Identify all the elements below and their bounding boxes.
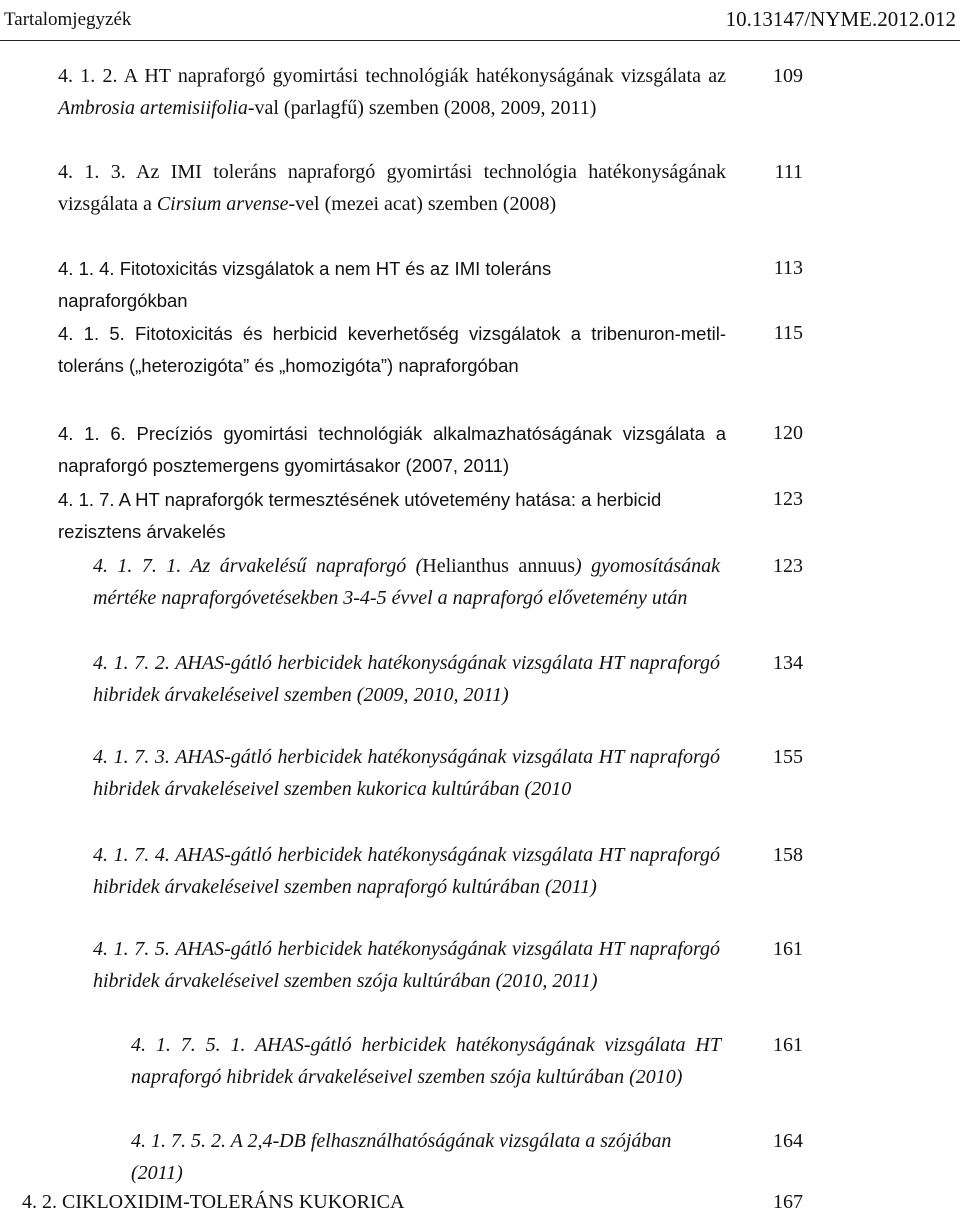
- toc-entry-text: 4. 1. 7. 4. AHAS-gátló herbicidek hatékonyságának vizsgálata HT napraforgó hibridek árvakeléseivel szemben napraforgó kultúrában (2011): [93, 844, 720, 898]
- toc-entry[interactable]: [58, 61, 803, 156]
- toc-entry[interactable]: [93, 840, 803, 935]
- toc-entry[interactable]: [22, 1190, 803, 1215]
- toc-entry[interactable]: [58, 318, 803, 413]
- toc-entry-page: 155: [773, 746, 803, 768]
- toc-entry[interactable]: [58, 418, 803, 481]
- toc-entry-page: 113: [773, 257, 803, 279]
- toc-entry[interactable]: [93, 551, 803, 646]
- toc-entry-text: 4. 1. 6. Precíziós gyomirtási technológiák alkalmazhatóságának vizsgálata a napraforgó posztemergens gyomirtásakor (2007, 2011): [58, 423, 726, 476]
- page-header: [0, 0, 960, 42]
- toc-entry-text: 4. 1. 4. Fitotoxicitás vizsgálatok a nem HT és az IMI toleráns napraforgókban: [58, 258, 552, 311]
- header-divider: [0, 40, 960, 41]
- toc-entry-page: 134: [773, 652, 803, 674]
- toc-entry-text: 4. 1. 7. A HT napraforgók termesztésének utóvetemény hatása: a herbicid rezisztens árvakelés: [58, 489, 662, 542]
- toc-entry-text: 4. 1. 7. 5. AHAS-gátló herbicidek hatékonyságának vizsgálata HT napraforgó hibridek árvakeléseivel szemben szója kultúrában (2010, 2011): [93, 938, 720, 992]
- toc-entry-page: 111: [774, 161, 803, 183]
- toc-entry[interactable]: [131, 1126, 803, 1189]
- toc-entry[interactable]: [58, 484, 803, 547]
- toc-entry-text: 4. 2. CIKLOXIDIM-TOLERÁNS KUKORICA: [22, 1191, 405, 1213]
- toc-entry-text: 4. 1. 7. 5. 1. AHAS-gátló herbicidek hatékonyságának vizsgálata HT napraforgó hibridek árvakeléseivel szemben szója kultúrában (2010): [131, 1034, 721, 1088]
- toc-entry[interactable]: [58, 253, 803, 316]
- toc-entry-page: 161: [773, 1034, 803, 1056]
- header-doi: 10.13147/NYME.2012.012: [725, 7, 956, 31]
- toc-entry[interactable]: [93, 648, 803, 743]
- toc-entry[interactable]: [58, 157, 803, 252]
- toc-entry-page: 164: [773, 1130, 803, 1152]
- toc-entry-page: 158: [773, 844, 803, 866]
- toc-entry-text: 4. 1. 7. 2. AHAS-gátló herbicidek hatékonyságának vizsgálata HT napraforgó hibridek árvakeléseivel szemben (2009, 2010, 2011): [93, 652, 720, 706]
- toc-entry-page: 123: [773, 488, 803, 510]
- toc-entry-text: 4. 1. 7. 5. 2. A 2,4-DB felhasználhatóságának vizsgálata a szójában (2011): [131, 1130, 672, 1184]
- toc-entry-page: 161: [773, 938, 803, 960]
- toc-entry-text: 4. 1. 3. Az IMI toleráns napraforgó gyomirtási technológia hatékonyságának vizsgálata a Cirsium arvense-vel (mezei acat) szemben (2008): [58, 161, 726, 215]
- toc-entry-text: 4. 1. 7. 1. Az árvakelésű napraforgó (Helianthus annuus) gyomosításának mértéke napraforgóvetésekben 3-4-5 évvel a napraforgó elővetemény után: [93, 555, 721, 609]
- toc-entry[interactable]: [93, 934, 803, 1029]
- toc-entry-text: 4. 1. 5. Fitotoxicitás és herbicid keverhetőség vizsgálatok a tribenuron-metil-toleráns („heterozigóta” és „homozigóta”) napraforgóban: [58, 323, 726, 376]
- toc-entry-page: 123: [773, 555, 803, 577]
- toc-entry-page: 167: [773, 1191, 803, 1213]
- toc-entry-page: 109: [773, 65, 803, 87]
- header-title: Tartalomjegyzék: [4, 9, 132, 30]
- toc-entry-page: 115: [773, 322, 803, 344]
- toc-entry[interactable]: [131, 1030, 803, 1125]
- toc-entry-page: 120: [773, 422, 803, 444]
- toc-entry-text: 4. 1. 2. A HT napraforgó gyomirtási technológiák hatékonyságának vizsgálata az Ambrosia artemisiifolia-val (parlagfű) szemben (2008, 2009, 2011): [58, 65, 726, 119]
- toc-entry[interactable]: [93, 742, 803, 837]
- toc-entry-text: 4. 1. 7. 3. AHAS-gátló herbicidek hatékonyságának vizsgálata HT napraforgó hibridek árvakeléseivel szemben kukorica kultúrában (2010: [93, 746, 720, 800]
